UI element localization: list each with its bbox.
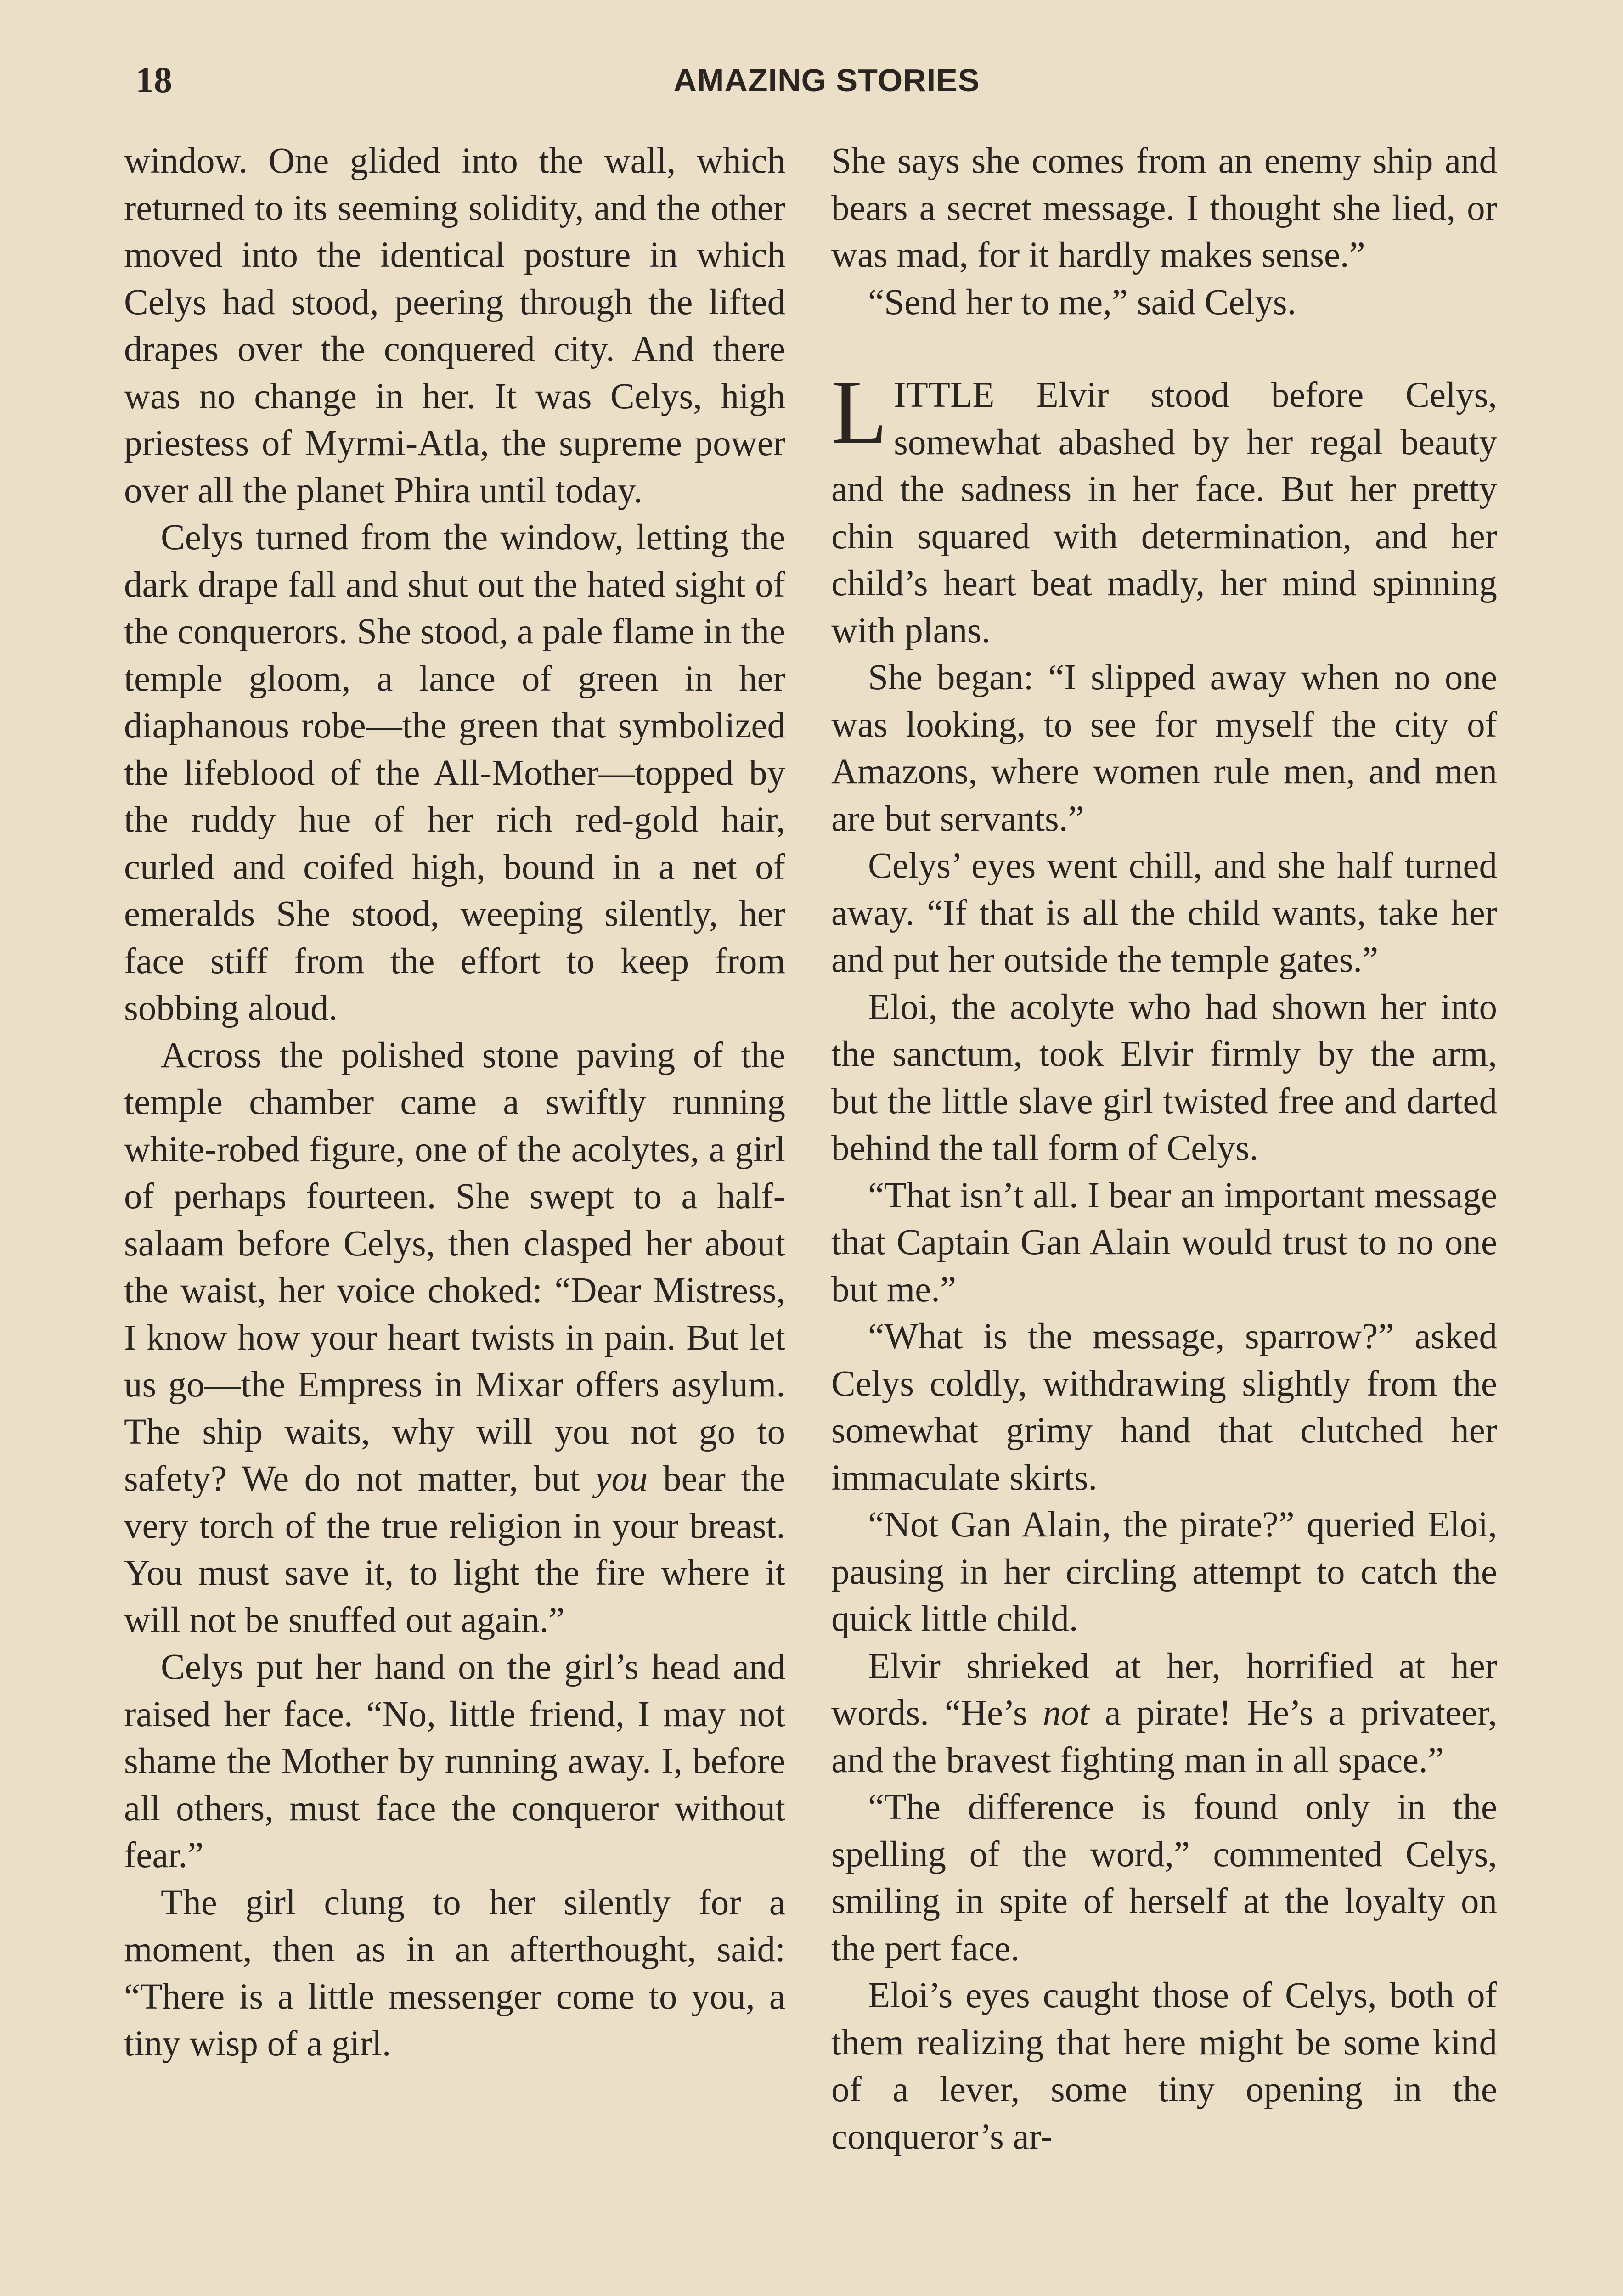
- running-title: AMAZING STORIES: [673, 62, 980, 98]
- drop-cap: L: [831, 361, 888, 463]
- paragraph: window. One glided into the wall, which returned to its seeming solidity, and the other moved into the identical posture in which Celys had stood, peering through the lifted drapes over the conquered city. And there was no change in her. It was Celys, high priestess of Myrmi-Atla, the supreme power over all the planet Phira until today.: [124, 141, 785, 511]
- paragraph: “The difference is found only in the spelling of the word,” commented Celys, smiling in spite of herself at the loyalty on the pert face.: [831, 1787, 1497, 1969]
- paragraph: The girl clung to her silently for a moment, then as in an afterthought, said: “There is a little messenger come to you, a tiny wisp of a girl.: [124, 1882, 785, 2064]
- paragraph: Eloi’s eyes caught those of Celys, both of them realizing that here might be some kind of a lever, some tiny opening in the conqueror’s ar-: [831, 1975, 1497, 2157]
- paragraph: [831, 361, 1497, 654]
- emphasis-text: not: [1043, 1693, 1089, 1733]
- paragraph-text: ITTLE Elvir stood before Celys, somewhat abashed by her regal beauty and the sadness in her face. But her pretty chin squared with determination, and her child’s heart beat madly, her mind spinning with plans.: [831, 375, 1497, 651]
- paragraph: She began: “I slipped away when no one was looking, to see for myself the city of Amazons, where women rule men, and men are but servants.”: [831, 658, 1497, 839]
- paragraph: [831, 1643, 1497, 1784]
- page-number: 18: [135, 60, 172, 101]
- paragraph: Celys turned from the window, letting the dark drape fall and shut out the hated sight of the conquerors. She stood, a pale flame in the temple gloom, a lance of green in her diaphanous robe—the green that symbolized the lifeblood of the All-Mother—topped by the ruddy hue of her rich red-gold hair, curled and coifed high, bound in a net of emeralds She stood, weeping silently, her face stiff from the effort to keep from sobbing aloud.: [124, 518, 785, 1028]
- paragraph: Celys put her hand on the girl’s head and raised her face. “No, little friend, I may not shame the Mother by running away. I, before all others, must face the conqueror without fear.”: [124, 1647, 785, 1875]
- paragraph: Eloi, the acolyte who had shown her into the sanctum, took Elvir firmly by the arm, but the little slave girl twisted free and darted behind the tall form of Celys.: [831, 987, 1497, 1168]
- paragraph-text: Across the polished stone paving of the temple chamber came a swiftly running white-robed figure, one of the acolytes, a girl of perhaps fourteen. She swept to a half-salaam before Celys, then clasped her about the waist, her voice choked: “Dear Mistress, I know how your heart twists in pain. But let us go—the Empress in Mixar offers asylum. The ship waits, why will you not go to safety? We do not matter, but: [124, 1035, 785, 1499]
- paragraph: “Not Gan Alain, the pirate?” queried Eloi, pausing in her circling attempt to catch the quick little child.: [831, 1505, 1497, 1639]
- paragraph: [124, 1032, 785, 1644]
- paragraph-text: a pirate! He’s a privateer, and the bravest fighting man in all space.”: [831, 1693, 1498, 1780]
- emphasis-text: you: [595, 1459, 648, 1499]
- paragraph: Celys’ eyes went chill, and she half turned away. “If that is all the child wants, take her and put her outside the temple gates.”: [831, 846, 1497, 980]
- paragraph-text: Elvir shrieked at her, horrified at her words. “He’s: [831, 1646, 1497, 1733]
- paragraph: She says she comes from an enemy ship and bears a secret message. I thought she lied, or was mad, for it hardly makes sense.”: [831, 141, 1497, 275]
- left-column: [124, 138, 785, 2068]
- paragraph-text: bear the very torch of the true religion in your breast. You must save it, to light the fire where it will not be snuffed out again.”: [124, 1459, 785, 1640]
- paragraph: “What is the message, sparrow?” asked Celys coldly, withdrawing slightly from the somewhat grimy hand that clutched her immaculate skirts.: [831, 1317, 1497, 1498]
- paragraph: “That isn’t all. I bear an important message that Captain Gan Alain would trust to no one but me.”: [831, 1175, 1497, 1310]
- paragraph: “Send her to me,” said Celys.: [868, 282, 1296, 322]
- right-column: [831, 138, 1497, 2161]
